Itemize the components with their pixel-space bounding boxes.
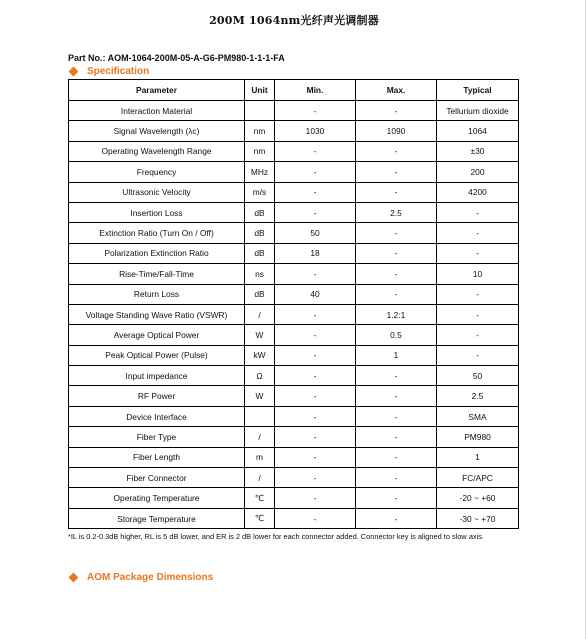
header-min: Min. bbox=[275, 80, 356, 101]
diamond-bullet-icon bbox=[69, 573, 79, 583]
cell-unit: ℃ bbox=[245, 508, 275, 528]
cell-parameter: Extinction Ratio (Turn On / Off) bbox=[69, 223, 245, 243]
cell-typical: - bbox=[437, 325, 519, 345]
cell-max: - bbox=[356, 468, 437, 488]
cell-unit: nm bbox=[245, 121, 275, 141]
header-typical: Typical bbox=[437, 80, 519, 101]
cell-unit: W bbox=[245, 325, 275, 345]
cell-max: - bbox=[356, 488, 437, 508]
cell-min: 50 bbox=[275, 223, 356, 243]
cell-max: - bbox=[356, 508, 437, 528]
cell-min: 1030 bbox=[275, 121, 356, 141]
cell-typical: FC/APC bbox=[437, 468, 519, 488]
cell-typical: 4200 bbox=[437, 182, 519, 202]
cell-typical: - bbox=[437, 243, 519, 263]
cell-min: - bbox=[275, 264, 356, 284]
cell-unit: / bbox=[245, 304, 275, 324]
cell-typical: SMA bbox=[437, 406, 519, 426]
diamond-bullet-icon bbox=[69, 67, 79, 77]
table-row bbox=[69, 386, 519, 406]
header-parameter: Parameter bbox=[69, 80, 245, 101]
cell-unit: m/s bbox=[245, 182, 275, 202]
cell-parameter: Average Optical Power bbox=[69, 325, 245, 345]
table-row bbox=[69, 345, 519, 365]
table-row bbox=[69, 243, 519, 263]
document-title: 200M 1064nm光纤声光调制器 bbox=[209, 14, 379, 27]
section-specification bbox=[68, 66, 149, 77]
table-row bbox=[69, 121, 519, 141]
table-footnote: *IL is 0.2-0.3dB higher, RL is 5 dB lower, and ER is 2 dB lower for each connector added. Connector key is aligned to slow axis. bbox=[68, 532, 485, 541]
table-row bbox=[69, 284, 519, 304]
cell-max: - bbox=[356, 284, 437, 304]
cell-max: - bbox=[356, 366, 437, 386]
cell-typical: - bbox=[437, 202, 519, 222]
cell-unit: dB bbox=[245, 223, 275, 243]
table-row bbox=[69, 304, 519, 324]
cell-typical: - bbox=[437, 345, 519, 365]
table-row bbox=[69, 468, 519, 488]
cell-parameter: Peak Optical Power (Pulse) bbox=[69, 345, 245, 365]
table-row bbox=[69, 223, 519, 243]
table-header-row bbox=[69, 80, 519, 101]
cell-min: - bbox=[275, 141, 356, 161]
cell-parameter: Operating Temperature bbox=[69, 488, 245, 508]
cell-min: - bbox=[275, 468, 356, 488]
cell-max: - bbox=[356, 141, 437, 161]
cell-unit bbox=[245, 406, 275, 426]
cell-max: - bbox=[356, 162, 437, 182]
part-number: Part No.: AOM-1064-200M-05-A-G6-PM980-1-1-1-FA bbox=[68, 53, 285, 63]
cell-min: - bbox=[275, 325, 356, 345]
cell-max: - bbox=[356, 223, 437, 243]
cell-typical: 200 bbox=[437, 162, 519, 182]
cell-min: - bbox=[275, 406, 356, 426]
section-specification-label: Specification bbox=[87, 66, 150, 77]
cell-unit bbox=[245, 101, 275, 121]
cell-typical: 1064 bbox=[437, 121, 519, 141]
cell-typical: 1 bbox=[437, 447, 519, 467]
cell-parameter: Signal Wavelength (λc) bbox=[69, 121, 245, 141]
table-row bbox=[69, 182, 519, 202]
cell-max: - bbox=[356, 264, 437, 284]
cell-unit: / bbox=[245, 468, 275, 488]
cell-unit: ns bbox=[245, 264, 275, 284]
cell-max: - bbox=[356, 386, 437, 406]
cell-parameter: Device Interface bbox=[69, 406, 245, 426]
header-unit: Unit bbox=[245, 80, 275, 101]
table-row bbox=[69, 202, 519, 222]
cell-typical: - bbox=[437, 304, 519, 324]
table-row bbox=[69, 447, 519, 467]
cell-parameter: Storage Temperature bbox=[69, 508, 245, 528]
cell-typical: 2.5 bbox=[437, 386, 519, 406]
specification-table bbox=[68, 79, 519, 529]
cell-min: - bbox=[275, 304, 356, 324]
cell-typical: 50 bbox=[437, 366, 519, 386]
cell-parameter: Input impedance bbox=[69, 366, 245, 386]
cell-max: 1090 bbox=[356, 121, 437, 141]
cell-min: - bbox=[275, 182, 356, 202]
cell-max: - bbox=[356, 427, 437, 447]
cell-parameter: Fiber Length bbox=[69, 447, 245, 467]
cell-parameter: Fiber Connector bbox=[69, 468, 245, 488]
cell-parameter: Return Loss bbox=[69, 284, 245, 304]
cell-min: 18 bbox=[275, 243, 356, 263]
cell-min: - bbox=[275, 366, 356, 386]
table-row bbox=[69, 406, 519, 426]
cell-min: - bbox=[275, 427, 356, 447]
cell-max: 1 bbox=[356, 345, 437, 365]
cell-max: - bbox=[356, 243, 437, 263]
cell-typical: -30 ~ +70 bbox=[437, 508, 519, 528]
table-row bbox=[69, 508, 519, 528]
cell-parameter: Frequency bbox=[69, 162, 245, 182]
cell-unit: W bbox=[245, 386, 275, 406]
cell-unit: dB bbox=[245, 202, 275, 222]
cell-max: - bbox=[356, 447, 437, 467]
cell-max: 1.2:1 bbox=[356, 304, 437, 324]
cell-min: - bbox=[275, 508, 356, 528]
cell-min: - bbox=[275, 101, 356, 121]
cell-unit: / bbox=[245, 427, 275, 447]
table-row bbox=[69, 101, 519, 121]
cell-unit: dB bbox=[245, 243, 275, 263]
cell-parameter: Polarization Extinction Ratio bbox=[69, 243, 245, 263]
cell-unit: MHz bbox=[245, 162, 275, 182]
cell-min: - bbox=[275, 447, 356, 467]
cell-unit: m bbox=[245, 447, 275, 467]
table-row bbox=[69, 141, 519, 161]
cell-min: - bbox=[275, 162, 356, 182]
table-row bbox=[69, 325, 519, 345]
cell-typical: - bbox=[437, 223, 519, 243]
cell-parameter: RF Power bbox=[69, 386, 245, 406]
cell-typical: PM980 bbox=[437, 427, 519, 447]
cell-max: - bbox=[356, 182, 437, 202]
cell-unit: kW bbox=[245, 345, 275, 365]
header-max: Max. bbox=[356, 80, 437, 101]
cell-min: - bbox=[275, 386, 356, 406]
cell-min: - bbox=[275, 345, 356, 365]
cell-unit: nm bbox=[245, 141, 275, 161]
cell-unit: dB bbox=[245, 284, 275, 304]
cell-max: 0.5 bbox=[356, 325, 437, 345]
table-row bbox=[69, 488, 519, 508]
cell-parameter: Ultrasonic Velocity bbox=[69, 182, 245, 202]
section-package-dimensions-label: AOM Package Dimensions bbox=[87, 572, 214, 583]
cell-parameter: Insertion Loss bbox=[69, 202, 245, 222]
cell-parameter: Fiber Type bbox=[69, 427, 245, 447]
table-row bbox=[69, 366, 519, 386]
cell-typical: 10 bbox=[437, 264, 519, 284]
cell-unit: Ω bbox=[245, 366, 275, 386]
cell-max: 2.5 bbox=[356, 202, 437, 222]
cell-typical: Tellurium dioxide bbox=[437, 101, 519, 121]
section-package-dimensions bbox=[68, 572, 213, 583]
cell-typical: - bbox=[437, 284, 519, 304]
cell-max: - bbox=[356, 406, 437, 426]
table-row bbox=[69, 162, 519, 182]
cell-typical: -20 ~ +60 bbox=[437, 488, 519, 508]
cell-parameter: Interaction Material bbox=[69, 101, 245, 121]
cell-typical: ±30 bbox=[437, 141, 519, 161]
cell-parameter: Operating Wavelength Range bbox=[69, 141, 245, 161]
cell-min: - bbox=[275, 488, 356, 508]
cell-unit: ℃ bbox=[245, 488, 275, 508]
cell-min: 40 bbox=[275, 284, 356, 304]
cell-max: - bbox=[356, 101, 437, 121]
table-row bbox=[69, 427, 519, 447]
cell-min: - bbox=[275, 202, 356, 222]
page-edge-rule bbox=[585, 0, 586, 639]
table-row bbox=[69, 264, 519, 284]
cell-parameter: Rise-Time/Fall-Time bbox=[69, 264, 245, 284]
cell-parameter: Voltage Standing Wave Ratio (VSWR) bbox=[69, 304, 245, 324]
